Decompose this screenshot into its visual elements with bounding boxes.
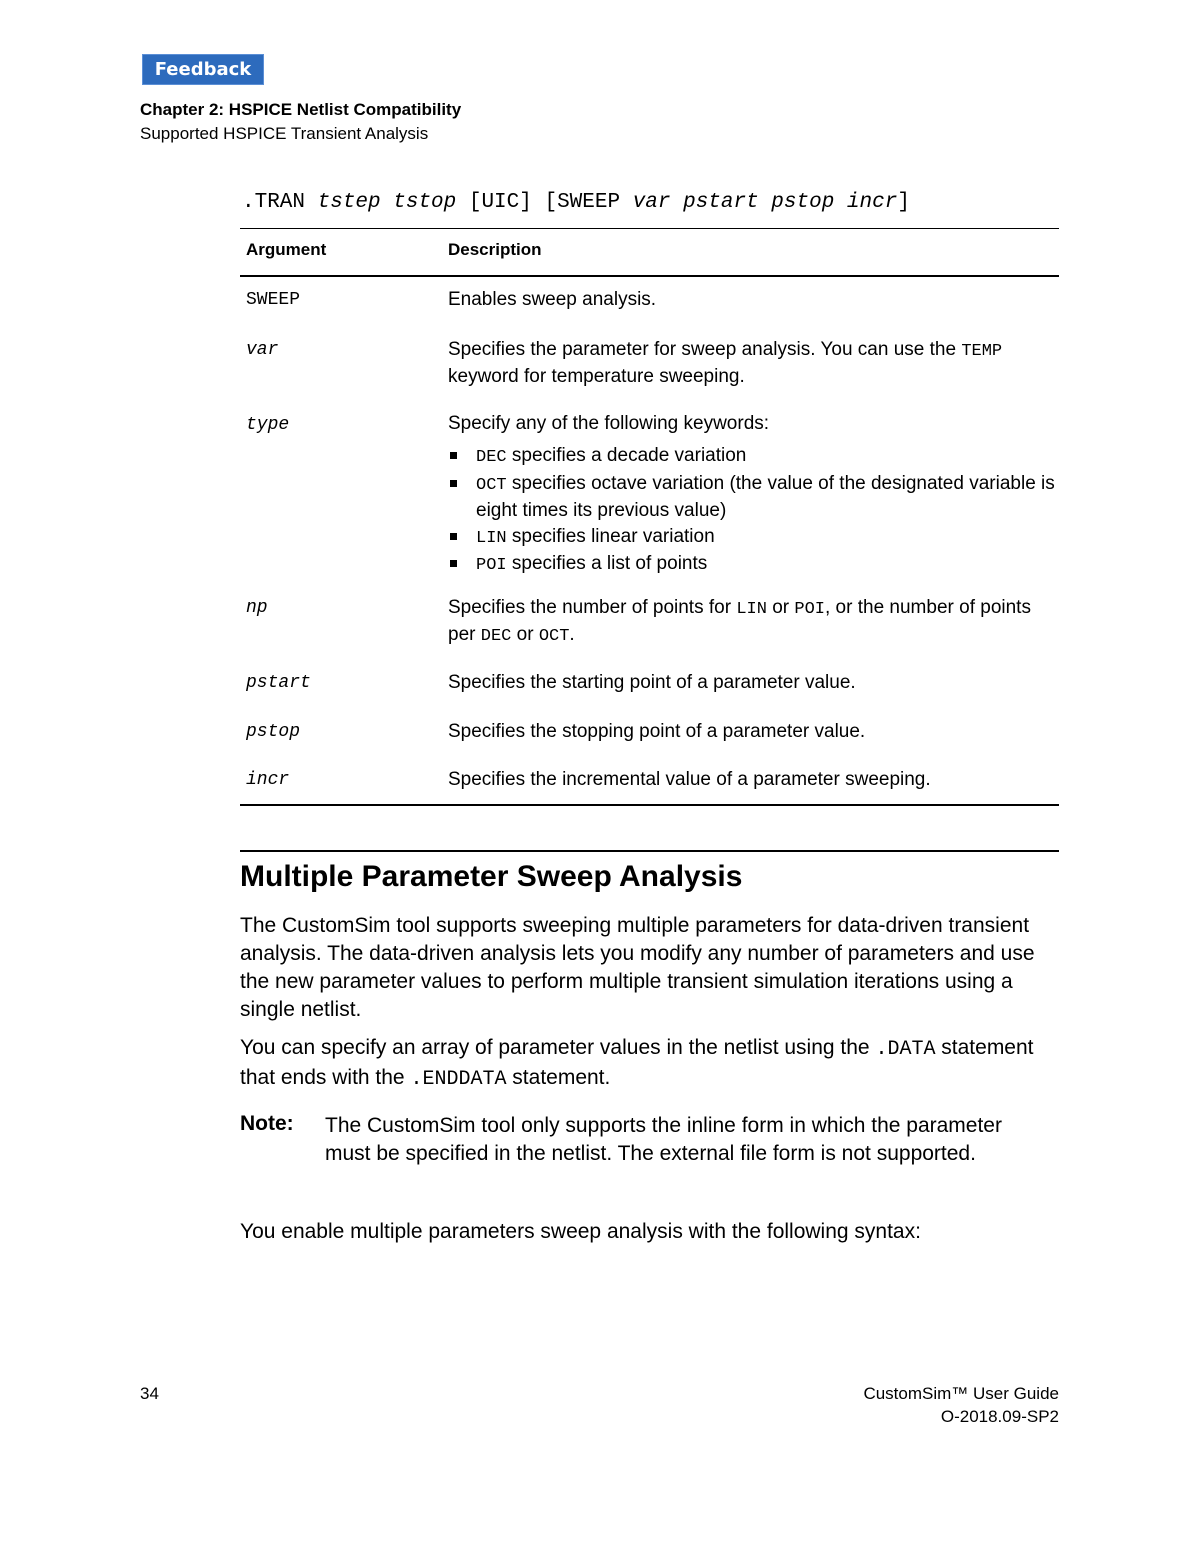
- section-rule: [240, 850, 1059, 852]
- desc-pstart: Specifies the starting point of a parameter value.: [448, 672, 856, 693]
- table-bottom-rule: [240, 804, 1059, 806]
- syntax-sweep-args: var pstart pstop incr: [632, 191, 898, 214]
- syntax-keyword: .TRAN: [242, 191, 318, 214]
- desc-type: Specify any of the following keywords:: [448, 413, 770, 434]
- desc-np: Specifies the number of points for LIN or POI, or the number of points per DEC or OCT.: [448, 597, 1031, 646]
- list-item: POI specifies a list of points: [448, 551, 1058, 579]
- paragraph-intro: The CustomSim tool supports sweeping multiple parameters for data-driven transient analysis. The data-driven analysis lets you modify any number of parameters and use the new parameter values to perform multiple transient simulation iterations using a single netlist.: [240, 914, 1035, 1021]
- syntax-close: ]: [897, 191, 910, 214]
- desc-var: Specifies the parameter for sweep analysis. You can use the TEMP keyword for temperature sweeping.: [448, 339, 1003, 387]
- arg-sweep: SWEEP: [246, 290, 301, 310]
- arg-incr: incr: [246, 770, 290, 790]
- page-number: 34: [140, 1384, 159, 1403]
- code-temp: TEMP: [961, 342, 1003, 361]
- chapter-title: Chapter 2: HSPICE Netlist Compatibility: [140, 100, 462, 119]
- guide-title: CustomSim™ User Guide: [863, 1384, 1059, 1403]
- paragraph-data-statement: You can specify an array of parameter values in the netlist using the .DATA statement that ends with the .ENDDATA statement.: [240, 1036, 1034, 1091]
- paragraph-syntax-intro: You enable multiple parameters sweep analysis with the following syntax:: [240, 1220, 921, 1243]
- list-item: OCT specifies octave variation (the value of the designated variable is eight times its previous value): [448, 471, 1058, 524]
- desc-pstop: Specifies the stopping point of a parameter value.: [448, 721, 866, 742]
- feedback-button[interactable]: Feedback: [142, 54, 264, 85]
- arg-np: np: [246, 598, 268, 618]
- guide-version: O-2018.09-SP2: [940, 1407, 1059, 1426]
- desc-incr: Specifies the incremental value of a parameter sweeping.: [448, 769, 931, 790]
- note-text: The CustomSim tool only supports the inline form in which the parameter must be specified in the netlist. The external file form is not supported.: [325, 1114, 1002, 1165]
- arg-pstart: pstart: [246, 673, 311, 693]
- arg-type: type: [246, 415, 290, 435]
- arg-pstop: pstop: [246, 722, 301, 742]
- list-item: DEC specifies a decade variation: [448, 443, 1058, 471]
- syntax-args: tstep tstop: [317, 191, 457, 214]
- table-top-rule: [240, 228, 1059, 229]
- keyword-list: [448, 443, 1058, 579]
- column-header-argument: Argument: [246, 240, 327, 259]
- code-enddata: .ENDDATA: [410, 1068, 507, 1091]
- desc-sweep: Enables sweep analysis.: [448, 289, 657, 310]
- tran-syntax: [242, 191, 910, 214]
- section-subtitle: Supported HSPICE Transient Analysis: [140, 124, 429, 143]
- column-header-description: Description: [448, 240, 542, 259]
- note-label: Note:: [240, 1112, 294, 1135]
- syntax-options: [UIC] [SWEEP: [456, 191, 633, 214]
- table-header-rule: [240, 275, 1059, 277]
- list-item: LIN specifies linear variation: [448, 524, 1058, 552]
- section-heading: Multiple Parameter Sweep Analysis: [240, 860, 743, 893]
- arg-var: var: [246, 340, 279, 360]
- code-data: .DATA: [875, 1038, 936, 1061]
